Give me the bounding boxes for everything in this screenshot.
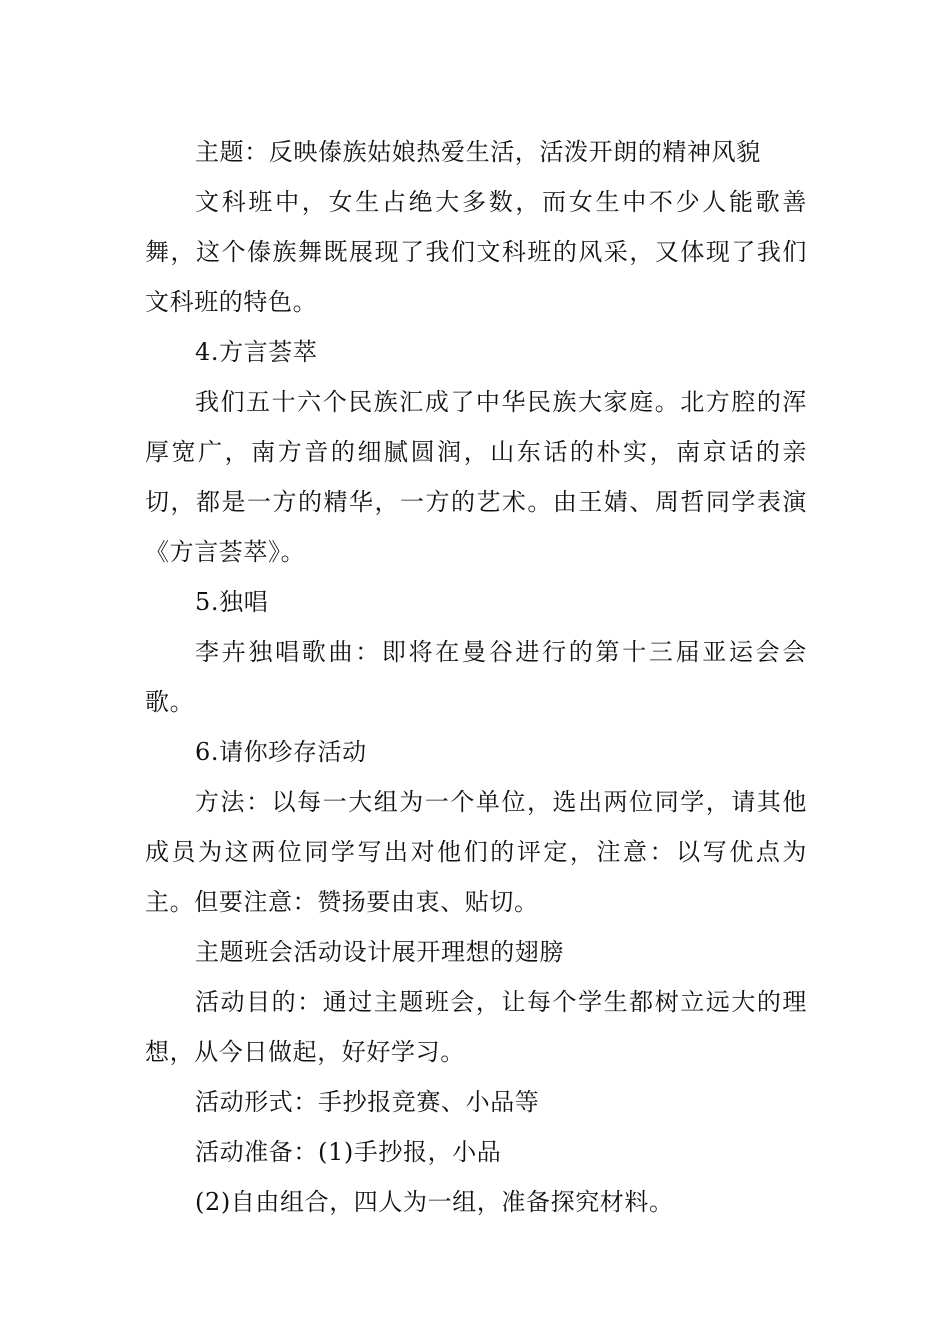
paragraph-activity-prep: 活动准备：(1)手抄报，小品 — [195, 1138, 502, 1166]
paragraph-theme-dai: 主题：反映傣族姑娘热爱生活，活泼开朗的精神风貌 — [195, 138, 761, 166]
heading-solo: 5.独唱 — [195, 588, 269, 616]
heading-dialects: 4.方言荟萃 — [195, 338, 318, 366]
paragraph-activity-form: 活动形式：手抄报竞赛、小品等 — [195, 1088, 540, 1116]
paragraph-activity-goal: 活动目的：通过主题班会，让每个学生都树立远大的理想，从今日做起，好好学习。 — [145, 988, 807, 1066]
paragraph-arts-class: 文科班中，女生占绝大多数，而女生中不少人能歌善舞，这个傣族舞既展现了我们文科班的风采，又体现了我们文科班的特色。 — [145, 188, 807, 316]
paragraph-grouping: (2)自由组合，四人为一组，准备探究材料。 — [195, 1188, 674, 1216]
paragraph-dialects: 我们五十六个民族汇成了中华民族大家庭。北方腔的浑厚宽广，南方音的细腻圆润，山东话的朴实，南京话的亲切，都是一方的精华，一方的艺术。由王婧、周哲同学表演《方言荟萃》。 — [145, 388, 807, 566]
paragraph-solo: 李卉独唱歌曲：即将在曼谷进行的第十三届亚运会会歌。 — [145, 638, 807, 716]
paragraph-method: 方法：以每一大组为一个单位，选出两位同学，请其他成员为这两位同学写出对他们的评定，注意：以写优点为主。但要注意：赞扬要由衷、贴切。 — [145, 788, 807, 916]
heading-class-meeting-design: 主题班会活动设计展开理想的翅膀 — [195, 938, 564, 966]
document-body — [145, 127, 807, 1227]
heading-cherish-activity: 6.请你珍存活动 — [195, 738, 367, 766]
